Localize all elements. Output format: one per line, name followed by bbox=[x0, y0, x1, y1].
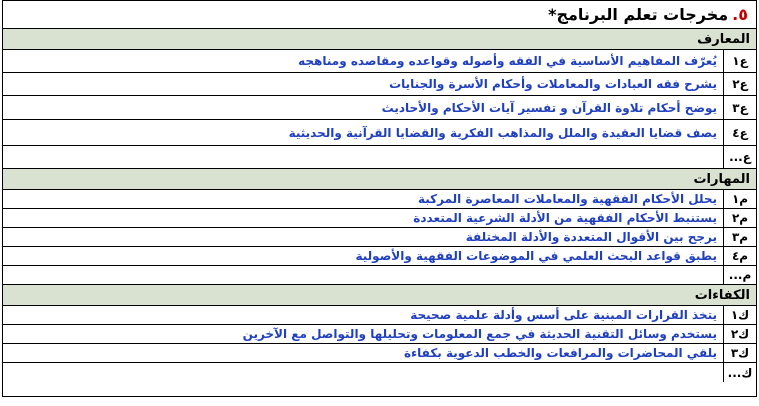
table-row bbox=[3, 266, 756, 285]
outcome-text: يلقي المحاضرات والمرافعات والخطب الدعوية بكفاءة bbox=[403, 346, 717, 360]
table-row bbox=[3, 190, 756, 209]
outcome-code: ك١ bbox=[723, 306, 756, 324]
competencies-section-header: الكفاءات bbox=[3, 285, 756, 306]
outcome-text bbox=[3, 266, 723, 284]
knowledge-section-header: المعارف bbox=[3, 29, 756, 50]
table-row bbox=[3, 228, 756, 247]
table-row bbox=[3, 325, 756, 344]
table-row bbox=[3, 96, 756, 120]
outcome-text: يتخذ القرارات المبنية على أسس وأدلة علمية صحيحة bbox=[410, 308, 717, 322]
outcome-text: يحلل الأحكام الفقهية والمعاملات المعاصرة المركبة bbox=[418, 192, 717, 206]
outcome-text bbox=[3, 146, 723, 168]
table-title: مخرجات تعلم البرنامج* bbox=[548, 5, 729, 24]
table-row bbox=[3, 306, 756, 325]
outcome-code: م... bbox=[723, 266, 756, 284]
outcome-text: يصف قضايا العقيدة والملل والمذاهب الفكرية والقضايا القرآنية والحديثية bbox=[288, 125, 717, 140]
table-title-row bbox=[3, 1, 756, 29]
outcome-code: ك٢ bbox=[723, 325, 756, 343]
outcome-code: ع٢ bbox=[723, 73, 756, 95]
outcome-text: يستنبط الأحكام الفقهية من الأدلة الشرعية المتعددة bbox=[413, 211, 717, 225]
skills-rows bbox=[3, 190, 756, 285]
table-row bbox=[3, 363, 756, 382]
skills-section-header: المهارات bbox=[3, 169, 756, 190]
table-row bbox=[3, 209, 756, 228]
outcome-code: م٤ bbox=[723, 247, 756, 265]
table-row bbox=[3, 73, 756, 96]
outcome-text: يشرح فقه العبادات والمعاملات وأحكام الأسرة والجنايات bbox=[389, 77, 717, 91]
outcome-code: ع٣ bbox=[723, 96, 756, 119]
outcome-code: ع١ bbox=[723, 50, 756, 72]
outcome-code: م١ bbox=[723, 190, 756, 208]
table-row bbox=[3, 247, 756, 266]
table-row bbox=[3, 50, 756, 73]
outcome-text: يستخدم وسائل التقنية الحديثة في جمع المعلومات وتحليلها والتواصل مع الآخرين bbox=[242, 327, 717, 341]
outcome-text: يرجح بين الأقوال المتعددة والأدلة المختلفة bbox=[465, 230, 717, 244]
outcome-text: يطبق قواعد البحث العلمي في الموضوعات الفقهية والأصولية bbox=[355, 249, 717, 263]
outcome-code: ك... bbox=[723, 363, 756, 382]
knowledge-rows bbox=[3, 50, 756, 169]
outcome-code: م٢ bbox=[723, 209, 756, 227]
outcome-code: م٣ bbox=[723, 228, 756, 246]
outcome-text bbox=[3, 363, 723, 382]
title-number: ٥. bbox=[732, 5, 748, 24]
table-row bbox=[3, 120, 756, 146]
table-row bbox=[3, 146, 756, 169]
outcome-text: يوضح أحكام تلاوة القرآن و تفسير آيات الأحكام والأحاديث bbox=[381, 100, 717, 115]
learning-outcomes-table bbox=[2, 0, 757, 397]
outcome-text: يُعرّف المفاهيم الأساسية في الفقه وأصوله وقواعده ومقاصده ومناهجه bbox=[298, 54, 717, 68]
table-row bbox=[3, 344, 756, 363]
outcome-code: ع٤ bbox=[723, 120, 756, 145]
outcome-code: ك٣ bbox=[723, 344, 756, 362]
outcome-code: ع... bbox=[723, 146, 756, 168]
competencies-rows bbox=[3, 306, 756, 382]
